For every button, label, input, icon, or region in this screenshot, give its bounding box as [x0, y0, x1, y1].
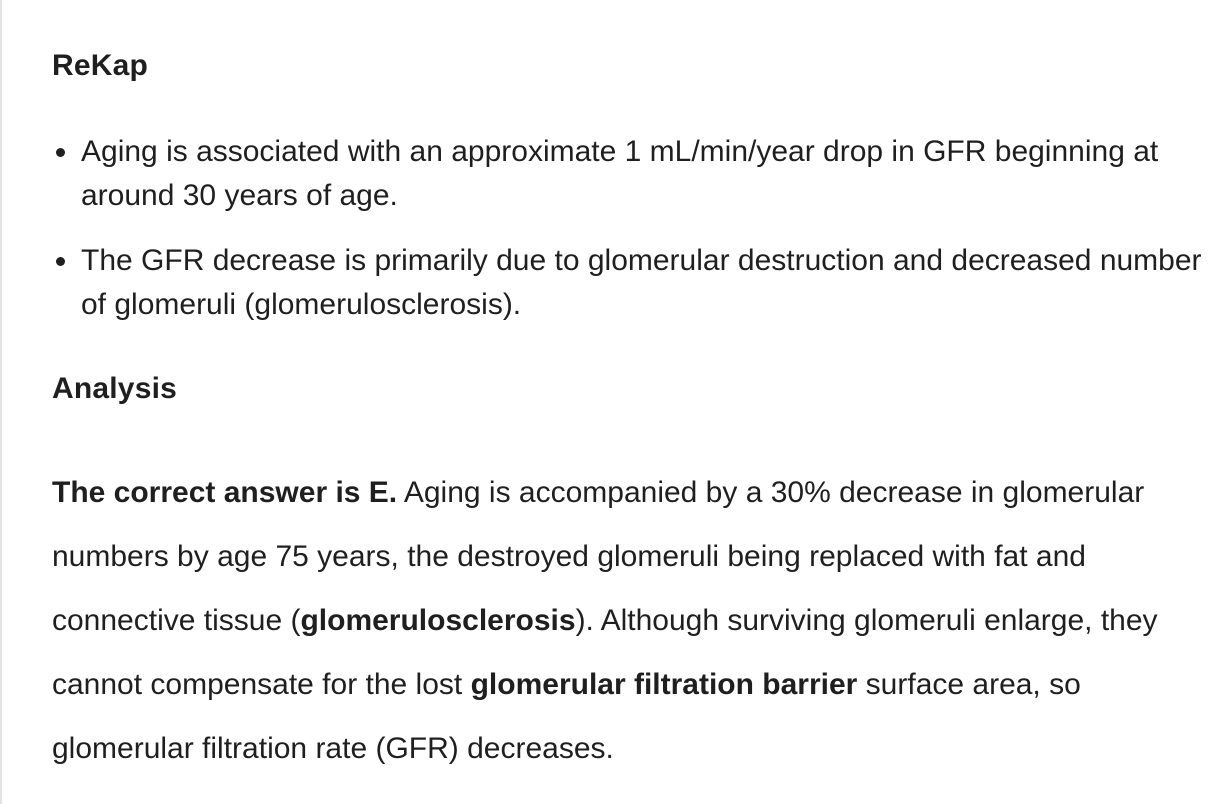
key-term-glomerulosclerosis: glomerulosclerosis: [300, 604, 576, 637]
rekap-bullet-item: [52, 239, 1202, 327]
correct-answer-statement: The correct answer is E.: [52, 476, 398, 509]
analysis-heading: Analysis: [52, 372, 177, 405]
analysis-text: Aging is accompanied by a 30% decrease in glomerular numbers by age 75 years, the destroyed glomeruli being replaced with fat and connective tissue (: [52, 476, 1145, 637]
rekap-bullet-item: [52, 130, 1202, 218]
analysis-paragraph: [52, 461, 1202, 781]
analysis-text: ). Although surviving glomeruli enlarge, they cannot compensate for the lost: [52, 604, 1158, 701]
rekap-bullet-text: Aging is associated with an approximate 1 mL/min/year drop in GFR beginning at around 30 years of age.: [81, 135, 1159, 212]
left-border-rule: [0, 0, 2, 804]
bullet-dot-icon: [56, 148, 65, 157]
bullet-dot-icon: [56, 257, 65, 266]
key-term-filtration-barrier: glomerular filtration barrier: [470, 668, 858, 701]
rekap-bullet-text: The GFR decrease is primarily due to glomerular destruction and decreased number of glomeruli (glomerulosclerosis).: [81, 244, 1202, 321]
rekap-bullet-list: [52, 130, 1202, 348]
rekap-heading: ReKap: [52, 49, 149, 82]
analysis-text: surface area, so glomerular filtration rate (GFR) decreases.: [52, 668, 1081, 765]
